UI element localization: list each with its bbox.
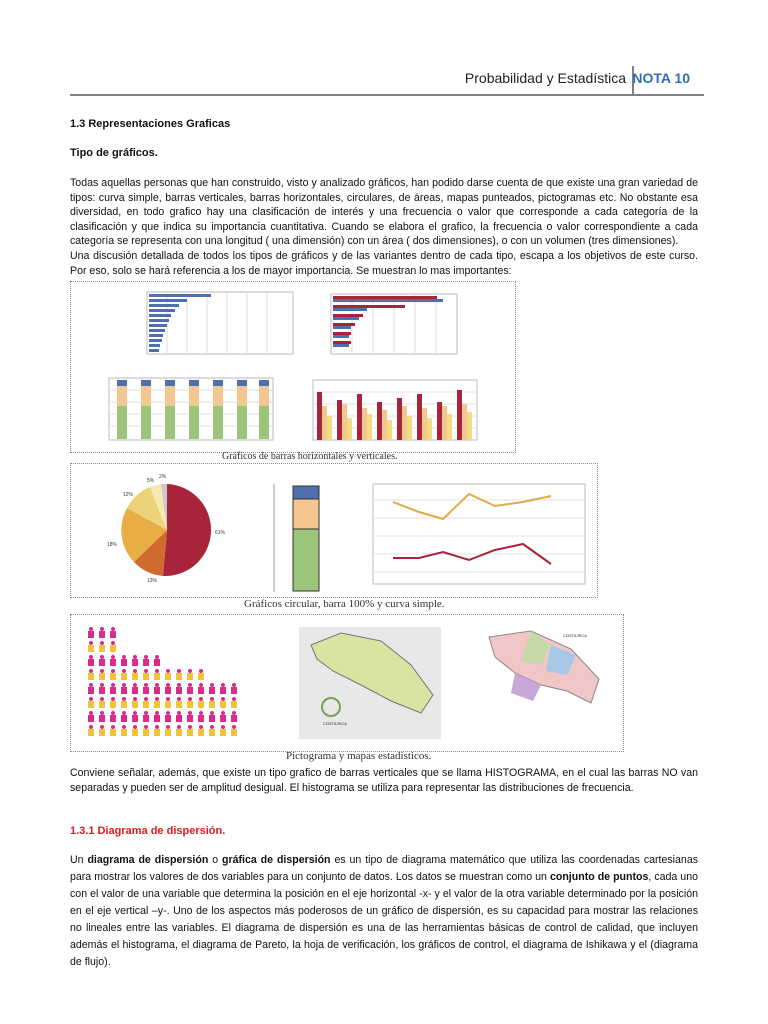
pie-chart [107,474,226,584]
person-figure [231,725,237,736]
person-figure [110,655,116,666]
person-figure [176,711,182,722]
paragraph-1: Todas aquellas personas que han construido, visto y analizado gráficos, han podido darse cuenta de que existe una gran variedad de tipos: curva simple, barras verticales, barras horizontales, circulares, de áreas, mapas punteados, pictogramas etc. No obstante esa diversidad, en todo grafico hay una clasificación de interés y una frecuencia o valor que corresponde a cada categoría de la clasificación y que indica su importancia cuantitativa. Cuando se elabora el grafico, la frecuencia o valor correspondiente a cada categoría se representa con una longitud ( una dimensión) con un área ( dos dimensiones), o con un volumen (tres dimensiones). [70,177,698,248]
paragraph-3: Conviene señalar, además, que existe un tipo grafico de barras verticales que se llama HISTOGRAMA, en el cual las barras NO van separadas y pueden ser de amplitud desigual. El histograma se utiliza para representar las distribuciones de frecuencia. [70,767,698,794]
person-figure [121,655,127,666]
map2-label: COSTA RICA [563,633,587,638]
person-figure [88,683,94,694]
person-figure [121,711,127,722]
person-figure [99,697,105,708]
hbar-chart-1 [147,292,293,354]
person-figure [209,725,215,736]
person-figure [187,725,193,736]
paragraph-2: Una discusión detallada de todos los tipos de gráficos y de las variantes dentro de cada tipo, escapa a los objetivos de este curso. Por eso, solo se hará referencia a los de mayor importancia. Se muestran lo mas importantes: [70,250,698,277]
person-figure [99,641,105,652]
pie-line-figure [70,463,598,598]
pie-label-3: 18% [107,542,118,548]
dispersion-bold-1: diagrama de dispersión [87,854,209,866]
person-figure [110,683,116,694]
person-figure [88,711,94,722]
person-figure [198,697,204,708]
pie-label-1: 61% [215,530,226,536]
person-figure [154,697,160,708]
dispersion-heading: 1.3.1 Diagrama de dispersión. [70,825,226,837]
dispersion-text-1: Un [70,854,88,866]
person-figure [88,697,94,708]
person-figure [99,669,105,680]
person-figure [176,725,182,736]
header-title: Probabilidad y Estadística [464,70,626,86]
dispersion-text-2: o [208,854,223,866]
person-figure [187,669,193,680]
pie-label-4: 12% [123,492,134,498]
person-figure [165,669,171,680]
clustered-column-chart [313,380,477,440]
person-figure [99,683,105,694]
person-figure [154,725,160,736]
person-figure [165,683,171,694]
page-header [70,64,704,96]
person-figure [88,627,94,638]
stacked-column-chart [109,378,273,440]
person-figure [209,711,215,722]
person-figure [143,669,149,680]
person-figure [154,683,160,694]
person-figure [121,669,127,680]
person-figure [209,683,215,694]
person-figure [99,655,105,666]
person-figure [198,725,204,736]
caption-bar-charts: Gráficos de barras horizontales y verticales. [222,451,398,462]
person-figure [176,683,182,694]
person-figure [154,711,160,722]
person-figure [121,725,127,736]
person-figure [132,683,138,694]
pictogram-maps-svg [71,615,623,751]
dispersion-paragraph [70,852,698,971]
person-figure [143,711,149,722]
caption-pictogram: Pictograma y mapas estadísticos. [286,750,432,762]
person-figure [110,627,116,638]
person-figure [110,711,116,722]
person-figure [143,655,149,666]
header-nota: NOTA 10 [632,70,690,86]
bar-charts-figure [70,281,516,453]
caption-pie-line: Gráficos circular, barra 100% y curva simple. [244,598,445,610]
person-figure [132,711,138,722]
section-subheading: Tipo de gráficos. [70,147,158,159]
person-figure [209,697,215,708]
dispersion-bold-2: gráfica de dispersión [222,854,331,866]
person-figure [176,669,182,680]
dispersion-text-4: , cada uno con el valor de una variable que determina la posición en el eje horizontal -x- y el valor de la otra variable determinado por la posición en el eje vertical –y-. Uno de los aspectos más poderosos de un gráfico de dispersión, es su capacidad para mostrar las relaciones no lineales entre las variables. El diagrama de dispersión es una de las herramientas básicas de control de calidad, que incluyen además el histograma, el diagrama de Pareto, la hoja de verificación, los gráficos de control, el diagrama de Ishikawa y el (diagrama de flujo). [70,871,698,968]
line-chart [373,484,585,584]
person-figure [187,683,193,694]
bar-charts-svg [71,282,515,452]
person-figure [88,725,94,736]
person-figure [198,669,204,680]
person-figure [132,697,138,708]
person-figure [187,711,193,722]
person-figure [110,725,116,736]
person-figure [198,683,204,694]
person-figure [110,697,116,708]
person-figure [198,711,204,722]
person-figure [99,711,105,722]
person-figure [176,697,182,708]
dispersion-text-3: es un tipo de diagrama matemático que utiliza las coordenadas cartesianas para mostrar los valores de dos variables para un conjunto de datos. Los datos se muestran como un [70,854,699,883]
hbar-chart-2 [331,294,457,354]
map-costa-rica-2 [483,629,607,741]
hundred-percent-bar [274,484,319,592]
pie-line-svg [71,464,597,597]
person-figure [231,683,237,694]
pie-label-6: 2% [159,474,167,480]
person-figure [165,711,171,722]
person-figure [132,669,138,680]
person-figure [110,641,116,652]
person-figure [154,669,160,680]
person-figure [121,683,127,694]
person-figure [187,697,193,708]
person-figure [132,655,138,666]
person-figure [99,725,105,736]
person-figure [143,683,149,694]
person-figure [88,669,94,680]
map-costa-rica-1 [299,627,441,739]
pictogram [88,627,237,736]
person-figure [165,725,171,736]
person-figure [231,711,237,722]
person-figure [220,697,226,708]
map1-label: COSTA RICA [323,721,347,726]
person-figure [220,725,226,736]
person-figure [88,641,94,652]
person-figure [231,697,237,708]
person-figure [165,697,171,708]
dispersion-bold-3: conjunto de puntos [549,871,649,883]
person-figure [154,655,160,666]
person-figure [220,683,226,694]
person-figure [143,697,149,708]
pictogram-maps-figure [70,614,624,752]
person-figure [88,655,94,666]
person-figure [143,725,149,736]
pie-label-5: 5% [147,478,155,484]
person-figure [132,725,138,736]
pie-label-2: 13% [147,578,158,584]
person-figure [121,697,127,708]
person-figure [99,627,105,638]
person-figure [220,711,226,722]
section-heading: 1.3 Representaciones Graficas [70,118,231,130]
person-figure [110,669,116,680]
